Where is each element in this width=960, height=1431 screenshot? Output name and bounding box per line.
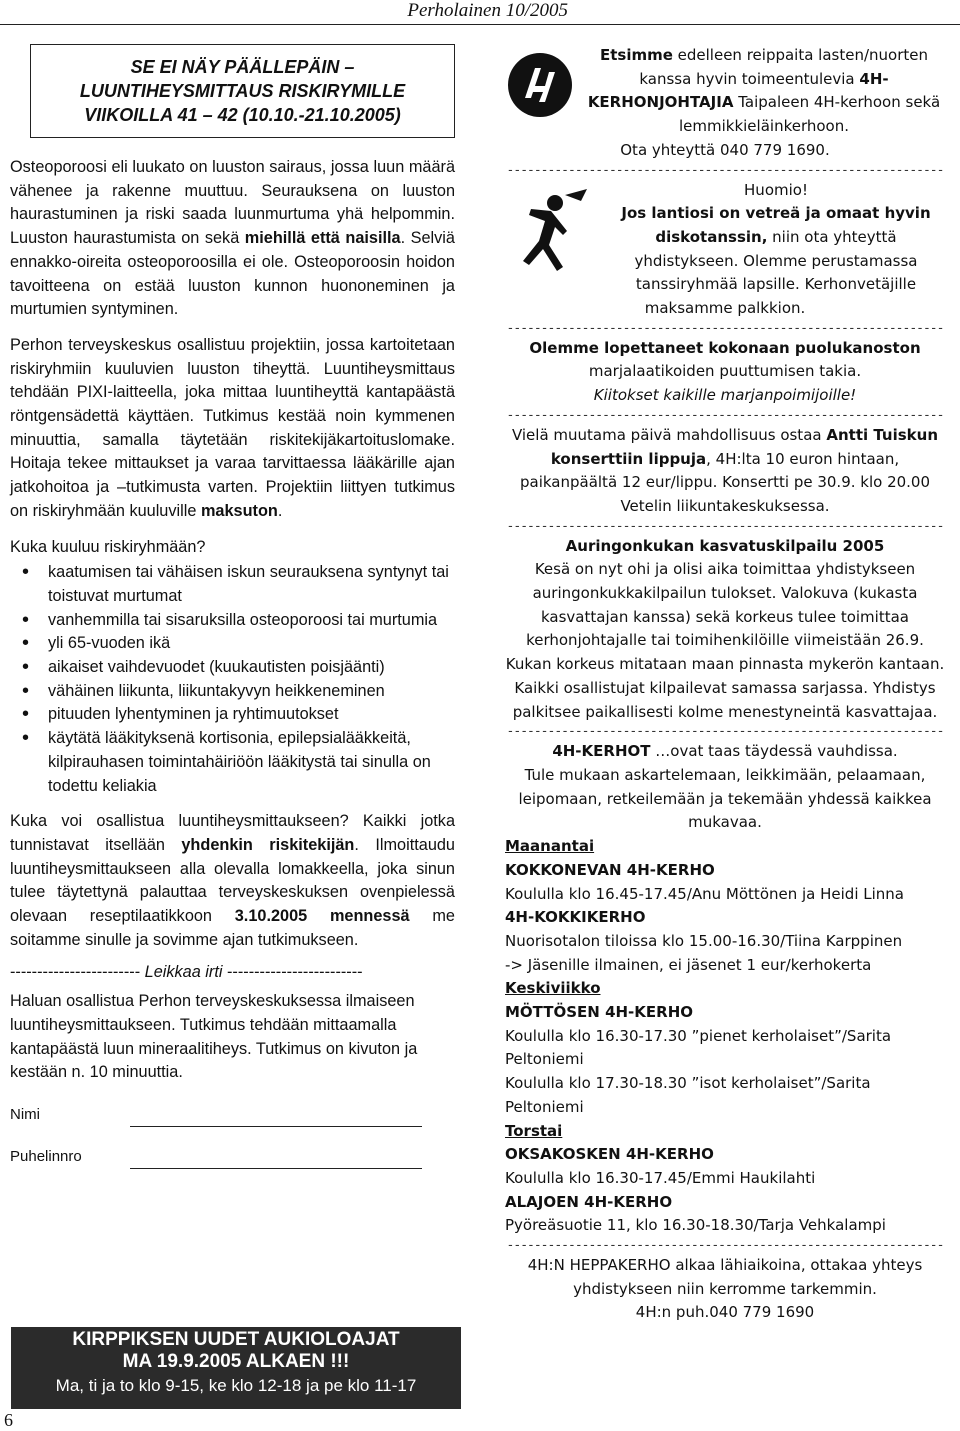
list-item: • vähäinen liikunta, liikuntakyvyn heikkeneminen	[48, 680, 455, 704]
club-time: Nuorisotalon tiloissa klo 15.00-16.30/Tiina Karppinen	[505, 931, 903, 950]
flea-market-hours: Ma, ti ja to klo 9-15, ke klo 12-18 ja pe klo 11-17	[55, 1376, 417, 1395]
phone-field-line[interactable]	[130, 1150, 422, 1169]
name-field-label: Nimi	[10, 1106, 40, 1124]
divider: ----------------------------------------------------------------	[506, 407, 944, 423]
leader-wanted-ad: Etsimme edelleen reippaita lasten/nuorten kanssa hyvin toimeentulevia 4H-KERHONJOHTAJIA Taipaleen 4H-kerhoon sekä lemmikkieläinkerhoon.	[587, 46, 941, 136]
disco-dancer-icon	[505, 187, 597, 279]
club-time: Koululla klo 16.45-17.45/Anu Möttönen ja Heidi Linna	[505, 884, 904, 903]
day-monday: Maanantai	[505, 837, 595, 856]
4h-clover-icon	[505, 50, 575, 120]
divider: ----------------------------------------------------------------	[506, 320, 944, 336]
clubs-invite: Tule mukaan askartelemaan, leikkimään, pelaamaan, leipomaan, retkeilemään ja tekemään yhdessä kaikkea mukavaa.	[518, 765, 932, 832]
club-name: 4H-KOKKIKERHO	[505, 908, 646, 927]
club-time: Koululla klo 17.30-18.30 ”isot kerholaiset”/Sarita Peltoniemi	[505, 1074, 871, 1116]
phone-field-label: Puhelinnro	[10, 1148, 82, 1166]
phone-field[interactable]	[10, 1141, 455, 1169]
divider: ----------------------------------------------------------------	[506, 162, 944, 178]
name-field-line[interactable]	[130, 1108, 422, 1127]
list-item: • pituuden lyhentyminen ja ryhtimuutokset	[48, 703, 455, 727]
club-time: Koululla klo 16.30-17.30 ”pienet kerholaiset”/Sarita Peltoniemi	[505, 1026, 892, 1069]
club-name: ALAJOEN 4H-KERHO	[505, 1192, 673, 1211]
day-wednesday: Keskiviikko	[505, 979, 601, 998]
flea-market-banner	[11, 1327, 461, 1409]
headline-line-2: LUUNTIHEYSMITTAUS RISKIRYMILLE	[79, 81, 406, 101]
horse-club-phone: 4H:n puh.040 779 1690	[635, 1303, 815, 1322]
publication-header: Perholainen 10/2005	[407, 0, 568, 21]
club-time: Koululla klo 16.30-17.45/Emmi Haukilahti	[505, 1168, 816, 1187]
clubs-intro: 4H-KERHOT …ovat taas täydessä vauhdissa.	[552, 742, 898, 761]
cut-here-line: ------------------------ Leikkaa irti -------------------------	[10, 962, 363, 981]
sunflower-title: Auringonkukan kasvatuskilpailu 2005	[565, 536, 885, 555]
list-item: • vanhemmilla tai sisaruksilla osteoporoosi tai murtumia	[48, 609, 455, 633]
divider: ----------------------------------------------------------------	[506, 1238, 944, 1254]
headline-box	[30, 44, 455, 138]
club-name: KOKKONEVAN 4H-KERHO	[505, 860, 715, 879]
dance-ad-title: Huomio!	[744, 180, 808, 199]
headline-line-3: VIIKOILLA 41 – 42 (10.10.-21.10.2005)	[84, 105, 401, 125]
intro-paragraph: Osteoporoosi eli luukato on luuston sairaus, jossa luun määrä vähenee ja rakenne muuttuu. Seurauksena on luuston haurastuminen ja riski saada luunmurtuma yhä helpommin. Luuston haurastumista on sekä miehillä että naisilla. Selviä ennakko-oireita osteoporoosilla ei ole. Osteoporoosin hoidon tavoitteena on estää luuston kunnon huononeminen ja murtumien syntyminen.	[10, 158, 455, 319]
page-number: 6	[4, 1410, 13, 1430]
divider: ----------------------------------------------------------------	[506, 724, 944, 740]
right-column	[505, 44, 945, 1325]
club-note: -> Jäsenille ilmainen, ei jäsenet 1 eur/kerhokerta	[505, 955, 872, 974]
form-text: Haluan osallistua Perhon terveyskeskuksessa ilmaiseen luuntiheysmittaukseen. Tutkimus tehdään mittaamalla kantapäästä luun mineraalitiheys. Tutkimus on kivuton ja kestään n. 10 minuuttia.	[10, 992, 418, 1082]
club-name: MÖTTÖSEN 4H-KERHO	[505, 1003, 694, 1022]
horse-club-ad: 4H:N HEPPAKERHO alkaa lähiaikoina, ottakaa yhteys yhdistykseen niin kerromme tarkemmin.	[527, 1256, 923, 1298]
headline-line-1: SE EI NÄY PÄÄLLEPÄIN –	[130, 57, 355, 77]
leader-contact: Ota yhteyttä 040 779 1690.	[620, 140, 830, 159]
lingonberry-ad: Olemme lopettaneet kokonaan puolukanoston marjalaatikoiden puuttumisen takia. Kiitokset kaikille marjanpoimijoille!	[529, 338, 921, 405]
sunflower-text: Kesä on nyt ohi ja olisi aika toimittaa yhdistykseen auringonkukkakilpailun tulokset. Valokuva (kukasta kasvattajan kanssa) sekä korkeus tulee toimittaa kerhonjohtajalle tai toimihenkilöille viimeistään 26.9. Kukan korkeus mitataan maan pinnasta mykerön kantaan. Kaikki osallistujat kilpailevat samassa sarjassa. Yhdistys palkitsee paikallisesti kolme menestyneintä kasvattajaa.	[505, 560, 945, 721]
name-field[interactable]	[10, 1099, 455, 1127]
risk-group-question: Kuka kuuluu riskiryhmään?	[10, 537, 206, 556]
dance-ad: Jos lantiosi on vetreä ja omaat hyvin diskotanssin, niin ota yhteyttä yhdistykseen. Olemme perustamassa tanssiryhmää lapsille. Kerhonvetäjille maksamme palkkion.	[621, 204, 931, 318]
flea-market-title: KIRPPIKSEN UUDET AUKIOLOAJAT	[72, 1329, 400, 1350]
flea-market-date: MA 19.9.2005 ALKAEN !!!	[122, 1351, 350, 1372]
list-item: • käytätä lääkityksenä kortisonia, epilepsialääkkeitä, kilpirauhasen toimintahäiriöön lääkitystä tai sinulla on todettu keliakia	[48, 727, 455, 798]
participation-paragraph: Kuka voi osallistua luuntiheysmittaukseen? Kaikki jotka tunnistavat itsellään yhdenkin riskitekijän. Ilmoittaudu luuntiheysmittaukseen alla olevalla lomakkeella, joka sinun tulee täytettynä palauttaa terveyskeskuksen ovenpielessä olevaan reseptilaatikkoon 3.10.2005 mennessä me soitamme sinulle ja sovimme ajan tutkimukseen.	[10, 812, 455, 949]
club-time: Pyöreäsuotie 11, klo 16.30-18.30/Tarja Vehkalampi	[505, 1216, 886, 1235]
day-thursday: Torstai	[505, 1121, 563, 1140]
divider: ----------------------------------------------------------------	[506, 518, 944, 534]
risk-factor-list	[10, 561, 455, 798]
list-item: • aikaiset vaihdevuodet (kuukautisten poisjäänti)	[48, 656, 455, 680]
list-item: • yli 65-vuoden ikä	[48, 632, 455, 656]
club-name: OKSAKOSKEN 4H-KERHO	[505, 1145, 714, 1164]
header-rule	[0, 24, 960, 25]
left-column	[10, 44, 455, 1169]
list-item: • kaatumisen tai vähäisen iskun seurauksena syntynyt tai toistuvat murtumat	[48, 561, 455, 608]
concert-ad: Vielä muutama päivä mahdollisuus ostaa Antti Tuiskun konserttiin lippuja, 4H:lta 10 euron hintaan, paikanpäältä 12 eur/lippu. Konsertti pe 30.9. klo 20.00 Vetelin liikuntakeskuksessa.	[511, 425, 939, 515]
project-paragraph: Perhon terveyskeskus osallistuu projektiin, jossa kartoitetaan riskiryhmiin kuuluvien luuston tiheyttä. Luuntiheysmittaus tehdään PIXI-laitteella, joka mittaa luuntiheyttä kantapäästä röntgensädettä käyttäen. Tutkimus kestää noin kymmenen minuuttia, samalla täytetään riskitekijäkartoituslomake. Hoitaja tekee mittaukset ja varaa tarvittaessa lääkärille ajan jatkohoitoa ja –tutkimusta varten. Projektiin liittyen tutkimus on riskiryhmään kuuluville maksuton.	[10, 335, 455, 520]
